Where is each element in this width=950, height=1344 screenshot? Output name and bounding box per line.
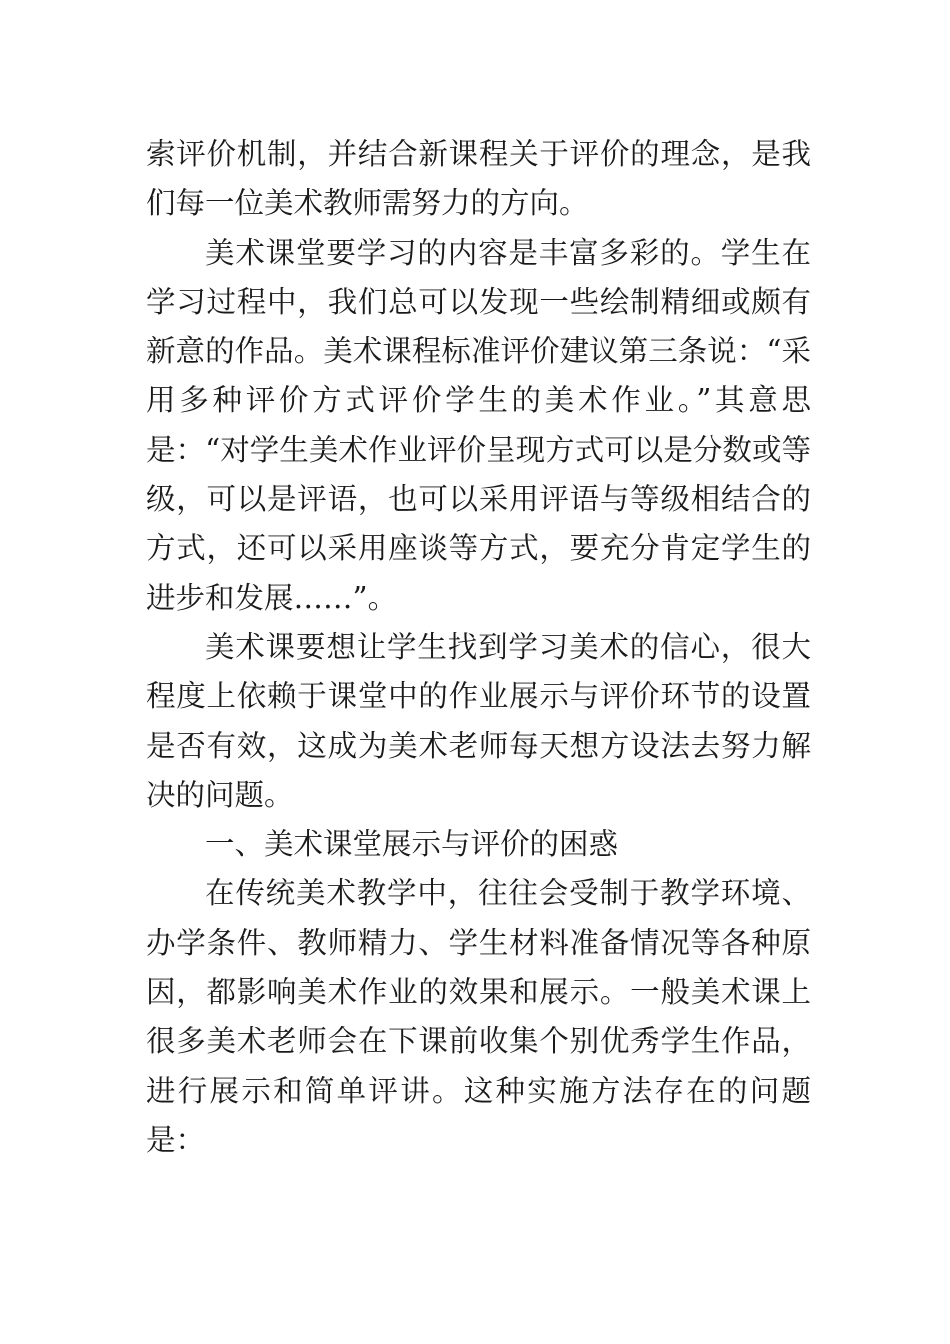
paragraph-1: 索评价机制，并结合新课程关于评价的理念，是我们每一位美术教师需努力的方向。 <box>146 137 811 221</box>
section-heading: 一、美术课堂展示与评价的困惑 <box>205 827 619 862</box>
paragraph-2: 美术课堂要学习的内容是丰富多彩的。学生在学习过程中，我们总可以发现一些绘制精细或颇有新意的作品。美术课程标准评价建议第三条说：“采用多种评价方式评价学生的美术作业。”其意思是：“对学生美术作业评价呈现方式可以是分数或等级，可以是评语，也可以采用评语与等级相结合的方式，还可以采用座谈等方式，要充分肯定学生的进步和发展……”。 <box>146 235 811 615</box>
paragraph-3: 美术课要想让学生找到学习美术的信心，很大程度上依赖于课堂中的作业展示与评价环节的设置是否有效，这成为美术老师每天想方设法去努力解决的问题。 <box>146 629 811 812</box>
paragraph-4: 在传统美术教学中，往往会受制于教学环境、办学条件、教师精力、学生材料准备情况等各种原因，都影响美术作业的效果和展示。一般美术课上很多美术老师会在下课前收集个别优秀学生作品，进行展示和简单评讲。这种实施方法存在的问题是： <box>146 876 811 1157</box>
document-body <box>146 130 811 1165</box>
